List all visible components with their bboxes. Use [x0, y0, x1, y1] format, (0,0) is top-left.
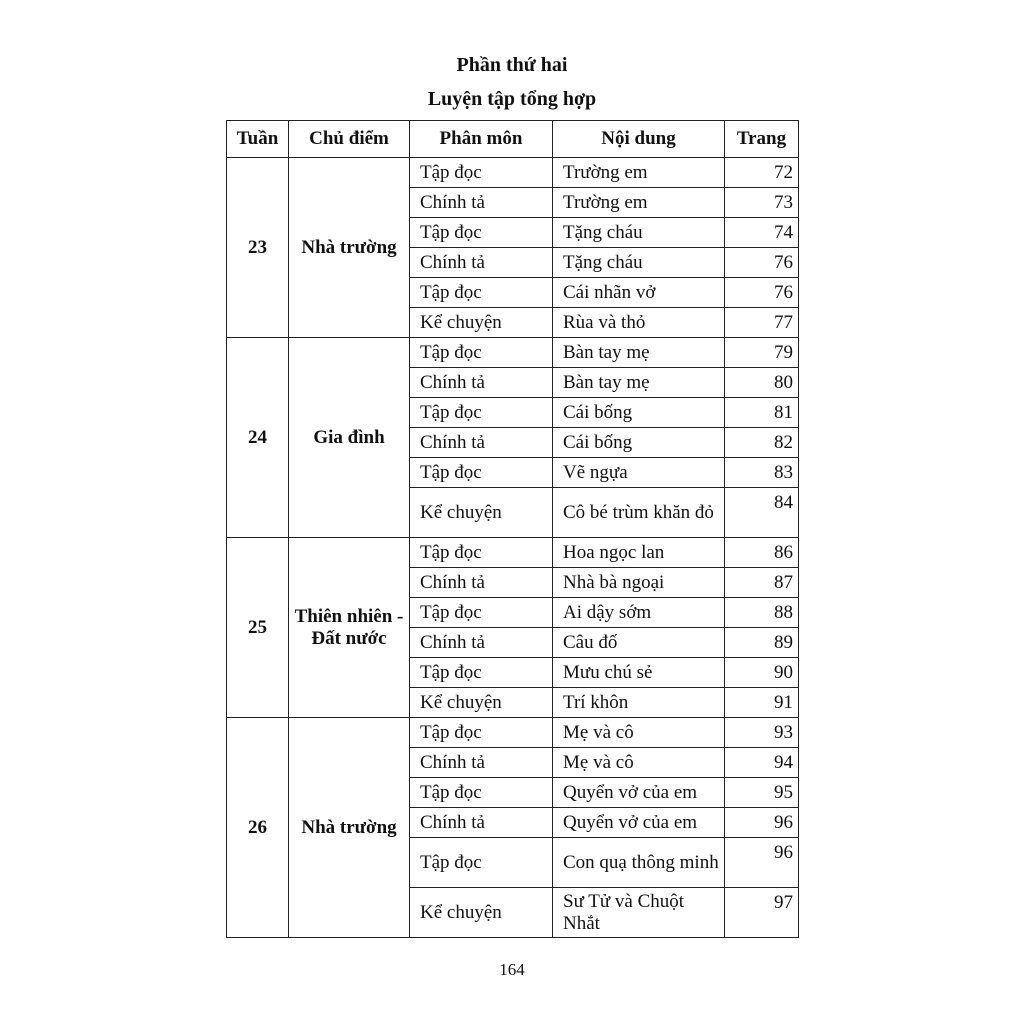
- subject-cell: Tập đọc: [410, 218, 553, 248]
- page-cell: 76: [725, 248, 799, 278]
- subject-cell: Tập đọc: [410, 398, 553, 428]
- content-cell: Nhà bà ngoại: [553, 568, 725, 598]
- week-cell: 23: [227, 158, 289, 338]
- subject-cell: Chính tả: [410, 428, 553, 458]
- table-body: [227, 158, 799, 938]
- subject-cell: Tập đọc: [410, 538, 553, 568]
- subject-cell: Kể chuyện: [410, 488, 553, 538]
- page-cell: 94: [725, 748, 799, 778]
- subject-cell: Tập đọc: [410, 778, 553, 808]
- content-cell: Cái bống: [553, 398, 725, 428]
- table-row: [227, 158, 799, 188]
- page-cell: 76: [725, 278, 799, 308]
- subject-cell: Kể chuyện: [410, 888, 553, 938]
- page-cell: 83: [725, 458, 799, 488]
- theme-cell: Thiên nhiên - Đất nước: [289, 538, 410, 718]
- content-cell: Mưu chú sẻ: [553, 658, 725, 688]
- page-cell: 96: [725, 808, 799, 838]
- content-cell: Quyển vở của em: [553, 808, 725, 838]
- subject-cell: Tập đọc: [410, 598, 553, 628]
- subject-cell: Tập đọc: [410, 278, 553, 308]
- content-cell: Trường em: [553, 188, 725, 218]
- page-cell: 91: [725, 688, 799, 718]
- page-cell: 84: [725, 488, 799, 538]
- content-cell: Trường em: [553, 158, 725, 188]
- content-cell: Con quạ thông minh: [553, 838, 725, 888]
- content-cell: Quyển vở của em: [553, 778, 725, 808]
- table-row: [227, 538, 799, 568]
- subject-cell: Chính tả: [410, 248, 553, 278]
- page-cell: 81: [725, 398, 799, 428]
- subject-cell: Kể chuyện: [410, 688, 553, 718]
- subject-cell: Chính tả: [410, 628, 553, 658]
- page-cell: 80: [725, 368, 799, 398]
- subject-cell: Chính tả: [410, 188, 553, 218]
- content-cell: Tặng cháu: [553, 218, 725, 248]
- page-cell: 82: [725, 428, 799, 458]
- page-cell: 90: [725, 658, 799, 688]
- content-cell: Cô bé trùm khăn đỏ: [553, 488, 725, 538]
- page-cell: 79: [725, 338, 799, 368]
- column-header-page: Trang: [725, 121, 799, 158]
- page-cell: 95: [725, 778, 799, 808]
- page-cell: 87: [725, 568, 799, 598]
- page-cell: 88: [725, 598, 799, 628]
- content-cell: Trí khôn: [553, 688, 725, 718]
- page-cell: 77: [725, 308, 799, 338]
- table-row: [227, 718, 799, 748]
- subject-cell: Chính tả: [410, 748, 553, 778]
- content-cell: Cái bống: [553, 428, 725, 458]
- content-cell: Mẹ và cô: [553, 718, 725, 748]
- content-cell: Sư Tử và Chuột Nhắt: [553, 888, 725, 938]
- column-header-theme: Chủ điểm: [289, 121, 410, 158]
- page-cell: 86: [725, 538, 799, 568]
- subject-cell: Chính tả: [410, 808, 553, 838]
- subject-cell: Chính tả: [410, 568, 553, 598]
- subject-cell: Tập đọc: [410, 158, 553, 188]
- page-cell: 96: [725, 838, 799, 888]
- content-cell: Hoa ngọc lan: [553, 538, 725, 568]
- theme-cell: Nhà trường: [289, 718, 410, 938]
- content-cell: Câu đố: [553, 628, 725, 658]
- page-cell: 89: [725, 628, 799, 658]
- column-header-week: Tuần: [227, 121, 289, 158]
- subject-cell: Tập đọc: [410, 338, 553, 368]
- theme-cell: Gia đình: [289, 338, 410, 538]
- table-row: [227, 338, 799, 368]
- content-cell: Rùa và thỏ: [553, 308, 725, 338]
- page-cell: 74: [725, 218, 799, 248]
- subject-cell: Tập đọc: [410, 458, 553, 488]
- column-header-content: Nội dung: [553, 121, 725, 158]
- page-cell: 97: [725, 888, 799, 938]
- section-title: Luyện tập tổng hợp: [427, 88, 597, 110]
- content-cell: Vẽ ngựa: [553, 458, 725, 488]
- page-cell: 73: [725, 188, 799, 218]
- content-cell: Tặng cháu: [553, 248, 725, 278]
- content-cell: Ai dậy sớm: [553, 598, 725, 628]
- table-header-row: [227, 121, 799, 158]
- subject-cell: Tập đọc: [410, 658, 553, 688]
- week-cell: 25: [227, 538, 289, 718]
- page-number: 164: [499, 960, 525, 979]
- part-title: Phần thứ hai: [456, 54, 568, 76]
- page-cell: 93: [725, 718, 799, 748]
- content-cell: Bàn tay mẹ: [553, 368, 725, 398]
- theme-cell: Nhà trường: [289, 158, 410, 338]
- page-cell: 72: [725, 158, 799, 188]
- subject-cell: Tập đọc: [410, 838, 553, 888]
- week-cell: 24: [227, 338, 289, 538]
- content-cell: Cái nhãn vở: [553, 278, 725, 308]
- subject-cell: Tập đọc: [410, 718, 553, 748]
- column-header-subject: Phân môn: [410, 121, 553, 158]
- content-cell: Bàn tay mẹ: [553, 338, 725, 368]
- content-cell: Mẹ và cô: [553, 748, 725, 778]
- table-of-contents: [226, 120, 799, 938]
- week-cell: 26: [227, 718, 289, 938]
- subject-cell: Chính tả: [410, 368, 553, 398]
- subject-cell: Kể chuyện: [410, 308, 553, 338]
